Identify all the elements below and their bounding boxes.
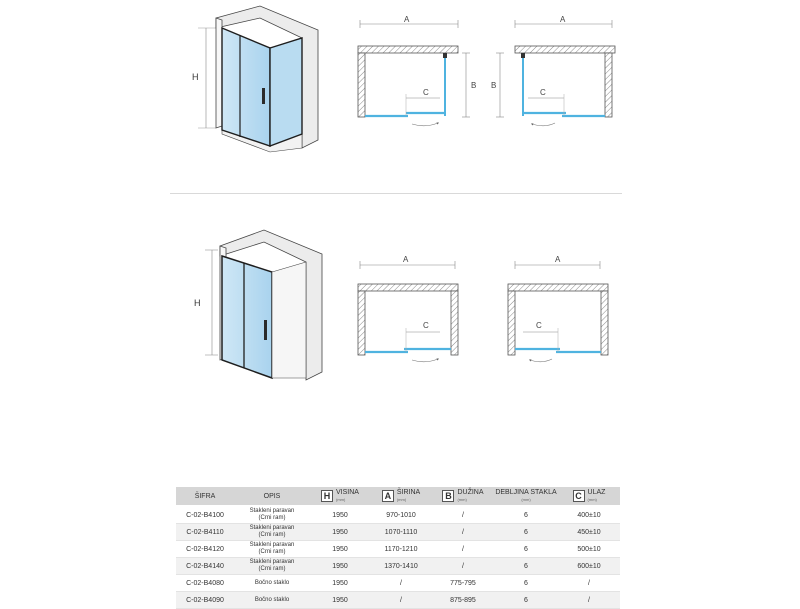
table-row bbox=[176, 592, 620, 609]
cell-visina: 1950 bbox=[310, 541, 370, 558]
cell-opis: Bočno staklo bbox=[234, 575, 310, 592]
depth-b-icon: B bbox=[442, 490, 454, 502]
header-unit: (mm) bbox=[396, 497, 407, 502]
cell-sifra: C-02-B4090 bbox=[176, 592, 234, 609]
header-ulaz bbox=[558, 487, 620, 506]
header-unit: (mm) bbox=[587, 497, 597, 502]
cell-duzina: 875-895 bbox=[432, 592, 494, 609]
cell-duzina: / bbox=[432, 558, 494, 575]
depth-label-b: B bbox=[471, 81, 477, 90]
table-header-row bbox=[176, 487, 620, 506]
specification-table bbox=[176, 487, 620, 609]
entry-label-c: C bbox=[423, 88, 429, 97]
cell-duzina: / bbox=[432, 541, 494, 558]
cell-sifra: C-02-B4100 bbox=[176, 506, 234, 524]
cell-sifra: C-02-B4080 bbox=[176, 575, 234, 592]
cell-visina: 1950 bbox=[310, 524, 370, 541]
cell-sirina: 1070-1110 bbox=[370, 524, 432, 541]
table-row bbox=[176, 541, 620, 558]
header-unit: (mm) bbox=[336, 497, 346, 502]
cell-debljina: 6 bbox=[494, 541, 558, 558]
header-debljina bbox=[494, 487, 558, 506]
table-row bbox=[176, 575, 620, 592]
plan-view-top-left bbox=[358, 15, 476, 126]
perspective-alcove-enclosure bbox=[194, 230, 322, 380]
cell-ulaz: / bbox=[558, 575, 620, 592]
cell-debljina: 6 bbox=[494, 524, 558, 541]
width-label-a: A bbox=[404, 15, 410, 24]
cell-debljina: 6 bbox=[494, 558, 558, 575]
depth-label-b: B bbox=[491, 81, 497, 90]
width-label-a: A bbox=[555, 255, 561, 264]
table-row bbox=[176, 506, 620, 524]
cell-opis: Stakleni paravan (Crni ram) bbox=[234, 524, 310, 541]
cell-duzina: 775-795 bbox=[432, 575, 494, 592]
height-h-icon: H bbox=[321, 490, 333, 502]
header-sirina-label: ŠIRINA bbox=[396, 489, 421, 496]
header-unit: (mm) bbox=[521, 497, 531, 502]
header-ulaz-label: ULAZ bbox=[587, 489, 606, 496]
cell-visina: 1950 bbox=[310, 592, 370, 609]
width-label-a: A bbox=[560, 15, 566, 24]
cell-sirina: / bbox=[370, 592, 432, 609]
header-opis: OPIS bbox=[234, 487, 310, 506]
entry-c-icon: C bbox=[573, 490, 585, 502]
cell-sifra: C-02-B4110 bbox=[176, 524, 234, 541]
cell-sirina: 970-1010 bbox=[370, 506, 432, 524]
cell-sirina: / bbox=[370, 575, 432, 592]
cell-opis: Bočno staklo bbox=[234, 592, 310, 609]
header-visina bbox=[310, 487, 370, 506]
cell-ulaz: 450±10 bbox=[558, 524, 620, 541]
entry-label-c: C bbox=[423, 321, 429, 330]
header-sirina bbox=[370, 487, 432, 506]
cell-duzina: / bbox=[432, 506, 494, 524]
header-unit: (mm) bbox=[457, 497, 467, 502]
header-duzina-label: DUŽINA bbox=[457, 489, 484, 496]
cell-visina: 1950 bbox=[310, 575, 370, 592]
entry-label-c: C bbox=[536, 321, 542, 330]
cell-sifra: C-02-B4140 bbox=[176, 558, 234, 575]
cell-duzina: / bbox=[432, 524, 494, 541]
cell-visina: 1950 bbox=[310, 506, 370, 524]
entry-label-c: C bbox=[540, 88, 546, 97]
width-a-icon: A bbox=[382, 490, 394, 502]
header-duzina bbox=[432, 487, 494, 506]
header-visina-label: VISINA bbox=[336, 489, 359, 496]
plan-view-bottom-right bbox=[508, 255, 608, 362]
cell-debljina: 6 bbox=[494, 575, 558, 592]
cell-debljina: 6 bbox=[494, 506, 558, 524]
cell-sirina: 1370-1410 bbox=[370, 558, 432, 575]
cell-ulaz: / bbox=[558, 592, 620, 609]
perspective-corner-enclosure bbox=[192, 6, 318, 152]
table-row bbox=[176, 524, 620, 541]
table-row bbox=[176, 558, 620, 575]
cell-visina: 1950 bbox=[310, 558, 370, 575]
header-sifra: ŠIFRA bbox=[176, 487, 234, 506]
plan-view-top-right bbox=[491, 15, 615, 126]
plan-view-bottom-left bbox=[358, 255, 458, 362]
header-debljina-label: DEBLJINA STAKLA bbox=[495, 489, 557, 496]
cell-ulaz: 400±10 bbox=[558, 506, 620, 524]
cell-debljina: 6 bbox=[494, 592, 558, 609]
width-label-a: A bbox=[403, 255, 409, 264]
height-label-h: H bbox=[194, 298, 201, 308]
section-divider bbox=[170, 193, 622, 194]
cell-sirina: 1170-1210 bbox=[370, 541, 432, 558]
cell-opis: Stakleni paravan (Crni ram) bbox=[234, 558, 310, 575]
cell-opis: Stakleni paravan (Crni ram) bbox=[234, 506, 310, 524]
cell-ulaz: 600±10 bbox=[558, 558, 620, 575]
cell-ulaz: 500±10 bbox=[558, 541, 620, 558]
height-label-h: H bbox=[192, 72, 199, 82]
cell-opis: Stakleni paravan (Crni ram) bbox=[234, 541, 310, 558]
cell-sifra: C-02-B4120 bbox=[176, 541, 234, 558]
